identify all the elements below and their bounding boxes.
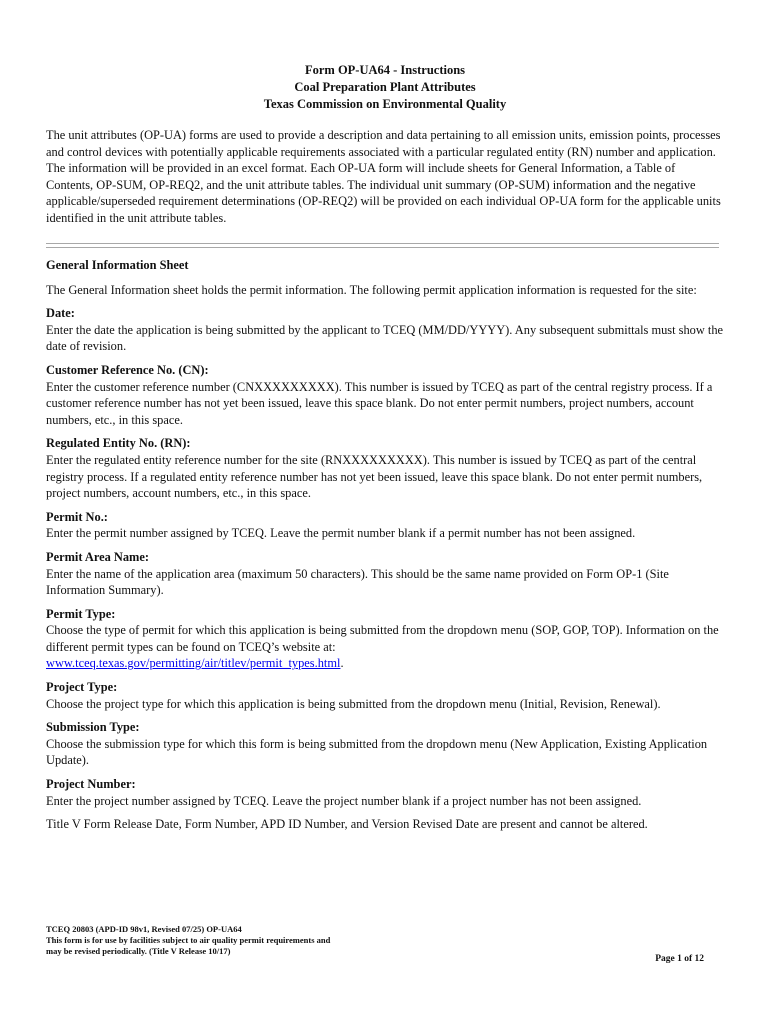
item-label: Permit Area Name: [46, 549, 149, 564]
item-project-type [46, 679, 724, 712]
item-text: Choose the project type for which this application is being submitted from the dropdown menu (Initial, Revision, Renewal). [46, 696, 661, 711]
link-period: . [340, 656, 344, 671]
item-customer-reference [46, 362, 724, 428]
item-text: Enter the regulated entity reference number for the site (RNXXXXXXXXX). This number is issued by TCEQ as part of the central registry process. If a regulated entity reference number has not yet been issued, leave this space blank. Do not enter permit numbers, project numbers, account numbers, etc., in this space. [46, 452, 703, 501]
item-project-number [46, 776, 724, 809]
item-text: Enter the customer reference number (CNXXXXXXXXX). This number is issued by TCEQ as part of the central registry process. If a customer reference number has not yet been issued, leave this space blank. Do not enter permit numbers, project numbers, account numbers, etc., in this space. [46, 379, 713, 427]
item-text: Enter the permit number assigned by TCEQ. Leave the permit number blank if a permit number has not been assigned. [46, 526, 636, 541]
form-title: Form OP-UA64 - Instructions [304, 63, 466, 77]
item-permit-type [46, 606, 724, 672]
item-permit-number [46, 509, 724, 542]
item-label: Permit Type: [46, 606, 116, 621]
item-text: Enter the project number assigned by TCEQ. Leave the project number blank if a project number has not been assigned. [46, 793, 642, 808]
form-subtitle: Coal Preparation Plant Attributes [294, 80, 476, 94]
agency-name: Texas Commission on Environmental Quality [263, 97, 507, 111]
item-regulated-entity [46, 435, 724, 501]
item-label: Date: [46, 306, 75, 321]
item-label: Permit No.: [46, 509, 108, 524]
page-number: Page 1 of 12 [655, 954, 704, 964]
section-divider [46, 243, 719, 248]
item-text: Enter the name of the application area (maximum 50 characters). This should be the same name provided on Form OP-1 (Site Information Summary). [46, 566, 669, 598]
item-text: Enter the date the application is being submitted by the applicant to TCEQ (MM/DD/YYYY). Any subsequent submittals must show the date of revision. [46, 322, 724, 354]
closing-note: Title V Form Release Date, Form Number, APD ID Number, and Version Revised Date are present and cannot be altered. [46, 817, 648, 832]
item-label: Project Number: [46, 777, 136, 792]
item-label: Regulated Entity No. (RN): [46, 436, 191, 451]
section-heading: General Information Sheet [46, 258, 189, 272]
section-lead: The General Information sheet holds the permit information. The following permit application information is requested for the site: [46, 282, 697, 297]
footer-release-note: may be revised periodically. (Title V Release 10/17) [46, 946, 231, 956]
item-label: Project Type: [46, 680, 118, 695]
item-permit-area-name [46, 549, 724, 599]
intro-paragraph: The unit attributes (OP-UA) forms are used to provide a description and data pertaining to all emission units, emission points, processes and control devices with potentially applicable requirements associated with a particular regulated entity (RN) number and application. The information will be provided in an excel format. Each OP-UA form will include sheets for General Information, a Table of Contents, OP-SUM, OP-REQ2, and the unit attribute tables. The individual unit summary (OP-SUM) information and the negative applicable/superseded requirement determinations (OP-REQ2) will be provided on each individual OP-UA form for the applicable units identified in the unit attribute tables. [46, 128, 721, 225]
footer-form-id: TCEQ 20803 (APD-ID 98v1, Revised 07/25) OP-UA64 [46, 924, 242, 934]
item-label: Submission Type: [46, 720, 140, 735]
permit-types-link[interactable]: www.tceq.texas.gov/permitting/air/titlev/permit_types.html [46, 656, 341, 671]
footer-form-info [46, 924, 446, 957]
item-text: Choose the type of permit for which this application is being submitted from the dropdown menu (SOP, GOP, TOP). Information on the different permit types can be found on TCEQ’s website at: [46, 623, 719, 654]
item-text: Choose the submission type for which this form is being submitted from the dropdown menu (New Application, Existing Application Update). [46, 736, 708, 768]
item-label: Customer Reference No. (CN): [46, 362, 209, 377]
general-information-section [46, 257, 724, 840]
document-header [0, 62, 770, 113]
footer-usage-note: This form is for use by facilities subject to air quality permit requirements and [46, 935, 331, 945]
item-date [46, 305, 724, 355]
item-submission-type [46, 719, 724, 769]
